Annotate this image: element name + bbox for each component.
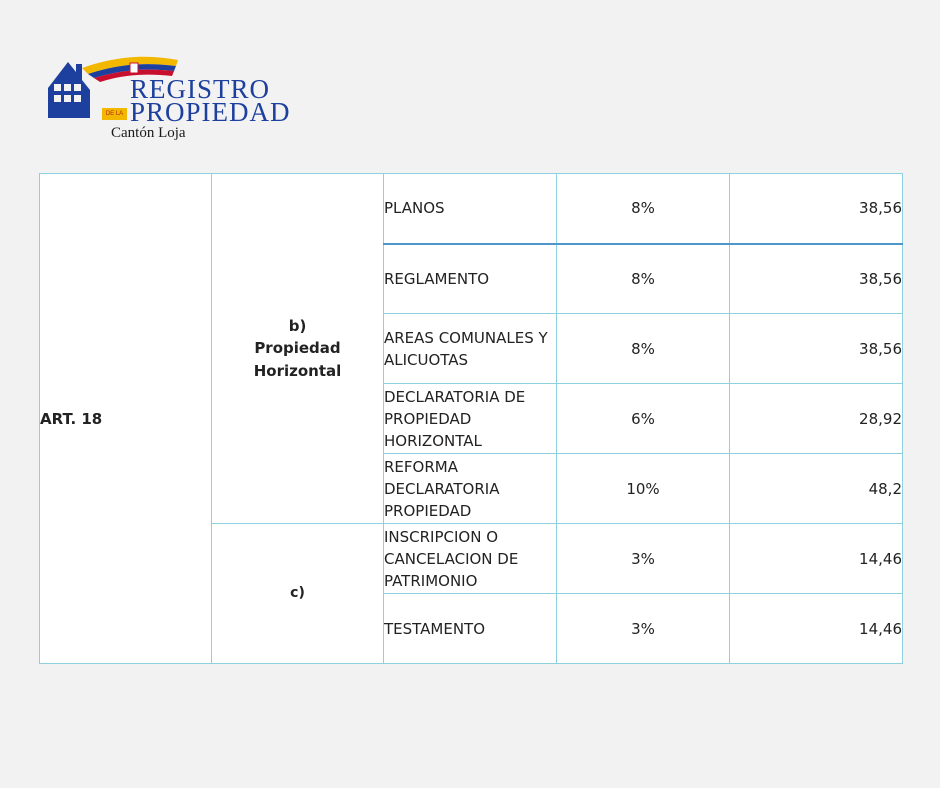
group-cell-c: [212, 524, 384, 664]
logo-propiedad-text: PROPIEDAD: [130, 97, 291, 127]
concept-cell: [384, 174, 557, 244]
concept-text: AREAS COMUNALES Y ALICUOTAS: [384, 328, 548, 369]
percent-cell: 8%: [557, 314, 730, 384]
amount-cell: 48,2: [730, 454, 903, 524]
percent-cell: 6%: [557, 384, 730, 454]
group-letter: b): [288, 316, 307, 335]
group-cell-b: [212, 174, 384, 524]
percent-cell: 10%: [557, 454, 730, 524]
concept-text: PLANOS: [384, 199, 445, 218]
percent-cell: 8%: [557, 174, 730, 244]
logo-registro-text: REGISTRO: [130, 74, 271, 104]
amount-cell: 14,46: [730, 524, 903, 594]
concept-cell: [384, 454, 557, 524]
concept-text: REGLAMENTO: [384, 269, 490, 288]
article-cell: ART. 18: [40, 174, 212, 664]
amount-cell: 28,92: [730, 384, 903, 454]
concept-cell: [384, 524, 557, 594]
group-title: Propiedad Horizontal: [253, 339, 342, 380]
concept-text: TESTAMENTO: [384, 619, 486, 638]
logo-de-la-tag: DE LA: [102, 108, 127, 120]
amount-cell: 14,46: [730, 594, 903, 664]
percent-cell: 3%: [557, 594, 730, 664]
percent-cell: 8%: [557, 244, 730, 314]
amount-cell: 38,56: [730, 174, 903, 244]
concept-cell: [384, 594, 557, 664]
concept-cell: [384, 314, 557, 384]
group-letter: c): [290, 585, 305, 601]
fee-table: [39, 173, 903, 664]
concept-cell: [384, 384, 557, 454]
concept-text: DECLARATORIA DE PROPIEDAD HORIZONTAL: [384, 387, 526, 450]
amount-cell: 38,56: [730, 314, 903, 384]
concept-text: REFORMA DECLARATORIA PROPIEDAD: [384, 457, 500, 520]
percent-cell: 3%: [557, 524, 730, 594]
table-row: [40, 174, 903, 244]
concept-cell: [384, 244, 557, 314]
amount-cell: 38,56: [730, 244, 903, 314]
concept-text: INSCRIPCION O CANCELACION DE PATRIMONIO: [384, 527, 519, 590]
registro-propiedad-logo: [46, 54, 291, 144]
logo-canton-text: Cantón Loja: [111, 125, 186, 141]
